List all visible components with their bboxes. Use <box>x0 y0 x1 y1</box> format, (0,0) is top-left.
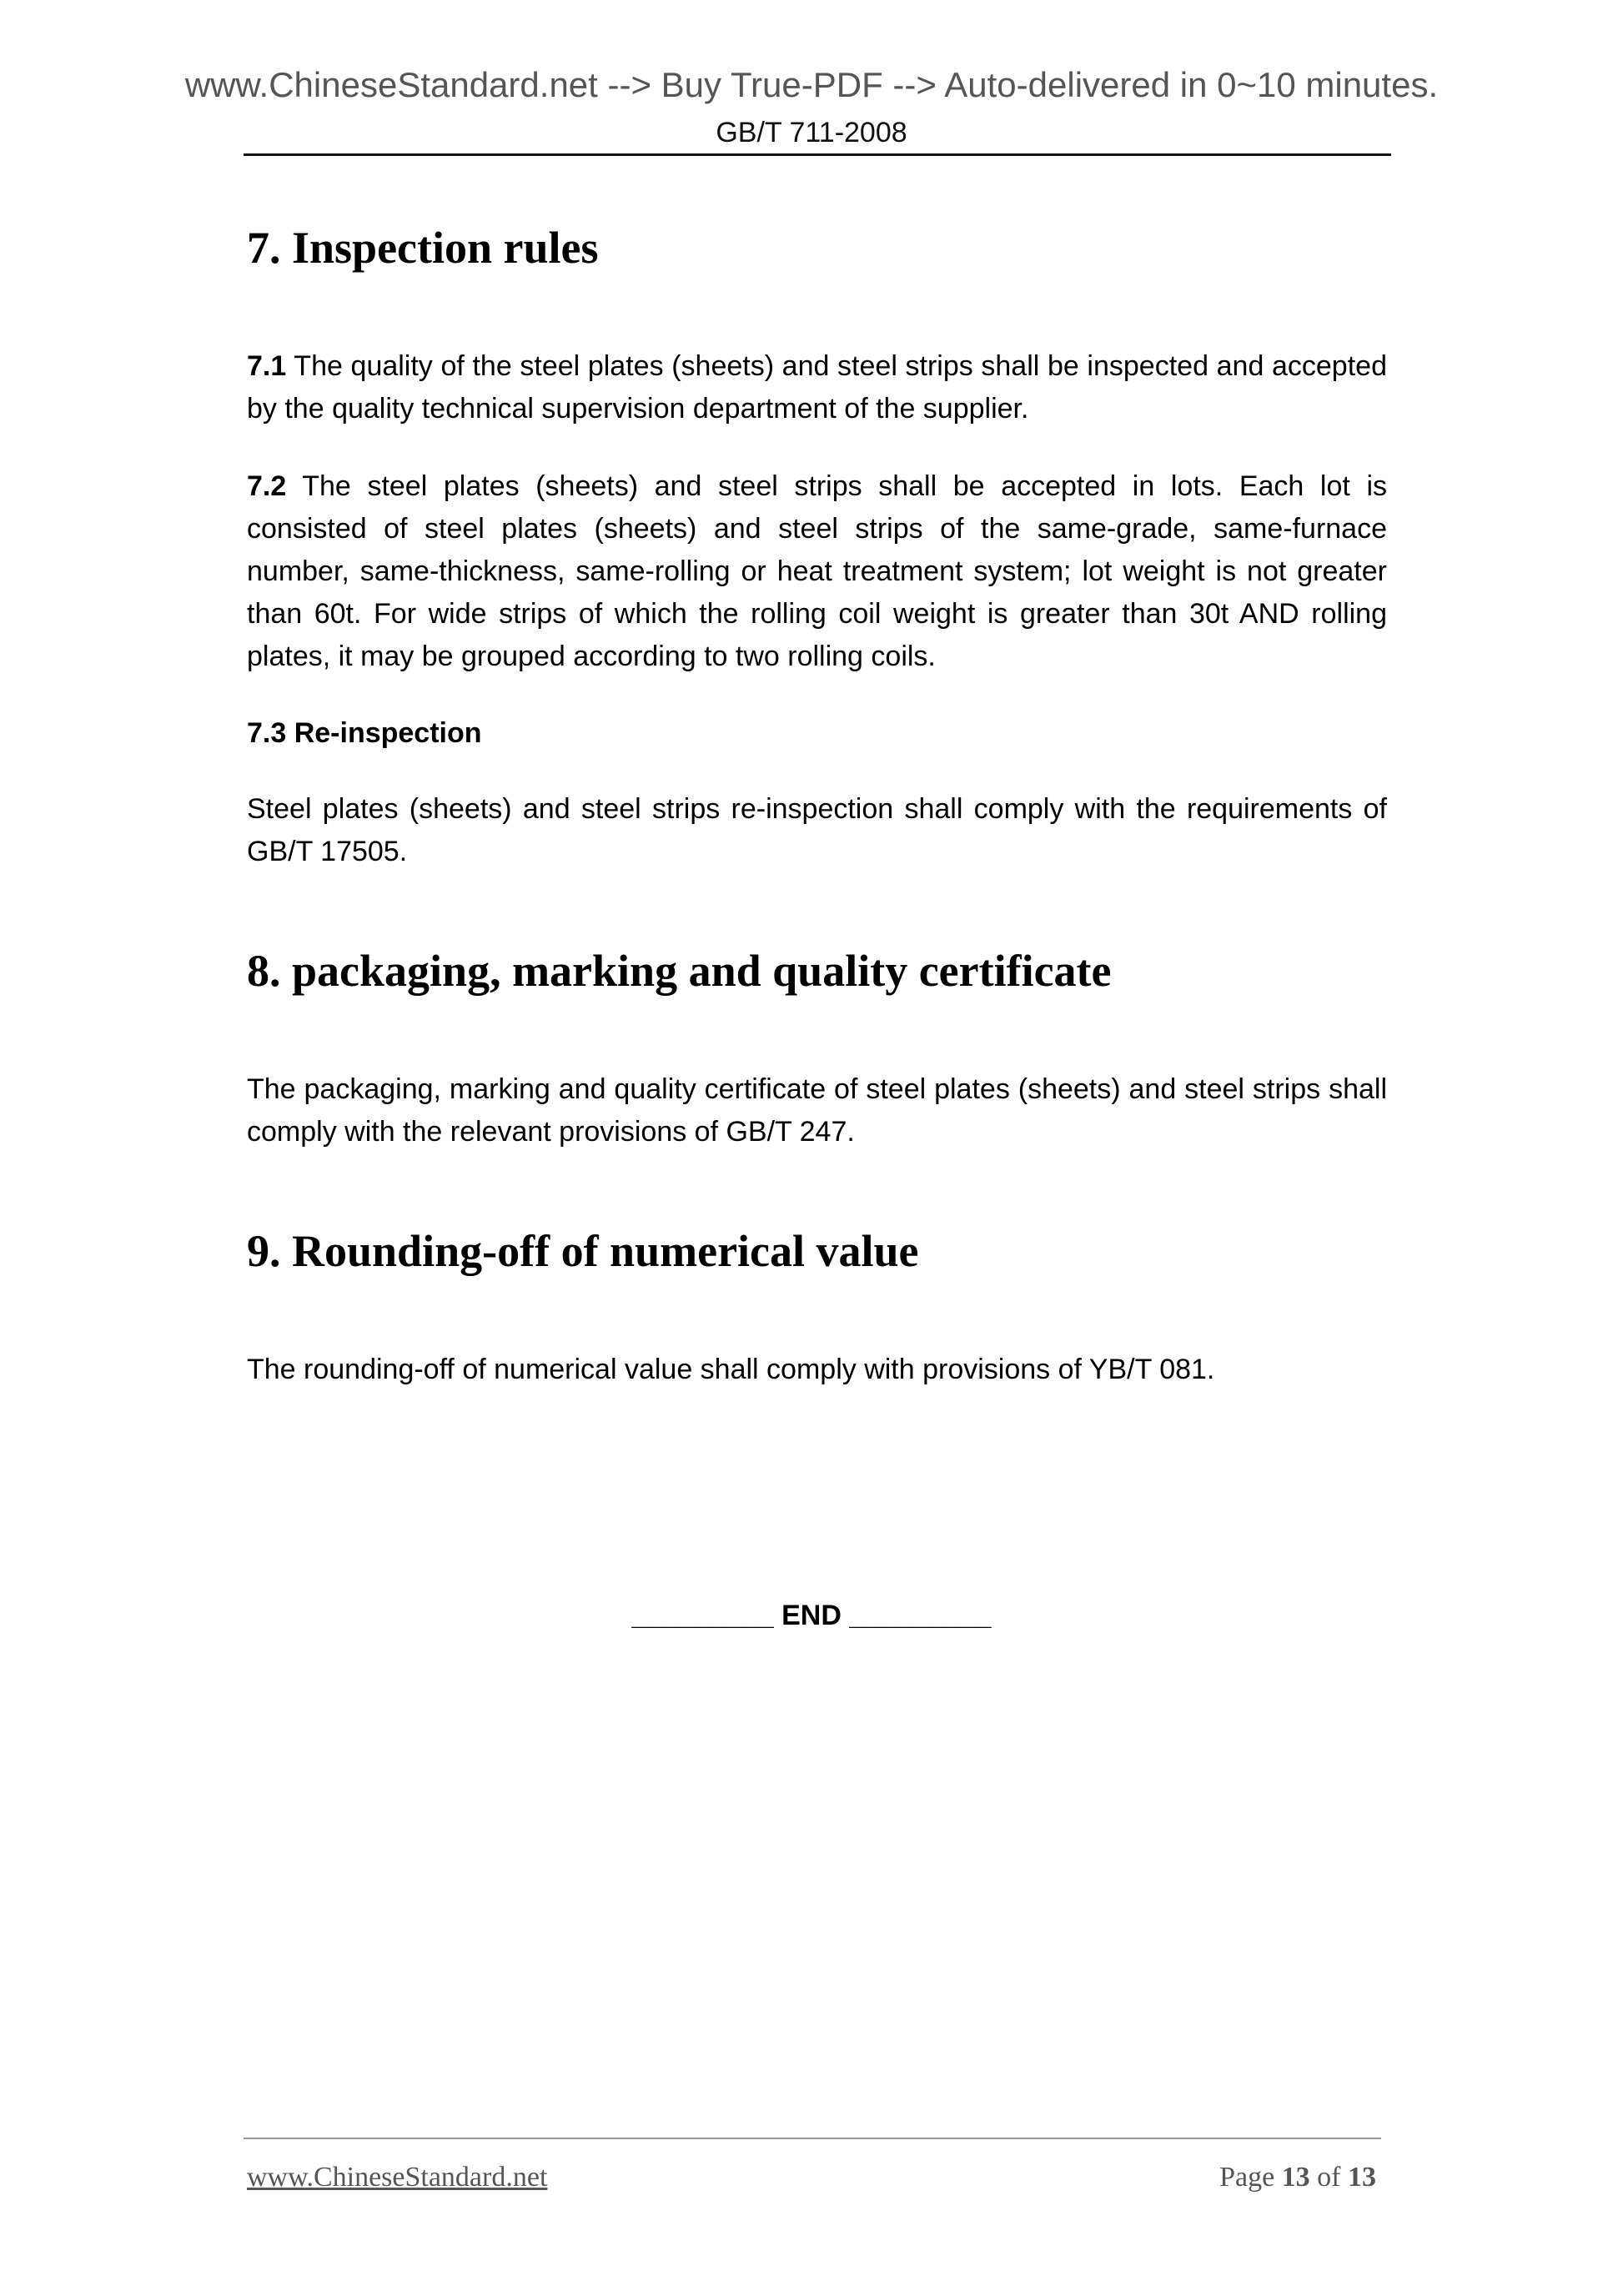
section-7-heading: 7. Inspection rules <box>247 223 599 273</box>
page-of: of <box>1309 2162 1348 2193</box>
clause-7-2 <box>247 465 1387 678</box>
page-total: 13 <box>1348 2162 1376 2193</box>
section-9-text: The rounding-off of numerical value shall comply with provisions of YB/T 081. <box>247 1354 1215 1385</box>
page-current: 13 <box>1281 2162 1310 2193</box>
header-divider <box>244 153 1391 156</box>
clause-text: The quality of the steel plates (sheets) and steel strips shall be inspected and accepted by the quality technical supervision department of the supplier. <box>247 350 1387 425</box>
clause-7-1 <box>247 345 1387 430</box>
footer-website-link[interactable]: www.ChineseStandard.net <box>247 2162 548 2193</box>
header-banner: www.ChineseStandard.net --> Buy True-PDF --> Auto-delivered in 0~10 minutes. <box>184 65 1439 104</box>
page-label: Page <box>1219 2162 1282 2193</box>
clause-number: 7.2 <box>247 470 287 502</box>
footer-divider <box>244 2138 1381 2139</box>
standard-number: GB/T 711-2008 <box>716 117 907 148</box>
clause-7-3-text: Steel plates (sheets) and steel strips re-inspection shall comply with the requirements of GB/T 17505. <box>247 793 1387 867</box>
clause-text: The steel plates (sheets) and steel strips shall be accepted in lots. Each lot is consisted of steel plates (sheets) and steel strips of the same-grade, same-furnace number, same-thickness, same-rolling or heat treatment system; lot weight is not greater than 60t. For wide strips of which the rolling coil weight is greater than 30t AND rolling plates, it may be grouped according to two rolling coils. <box>247 470 1387 672</box>
clause-7-3-heading: 7.3 Re-inspection <box>247 717 482 749</box>
end-marker: _________ END _________ <box>631 1600 992 1631</box>
section-8-heading: 8. packaging, marking and quality certificate <box>247 946 1112 996</box>
footer-left <box>247 2162 547 2193</box>
page-indicator <box>1219 2162 1376 2193</box>
section-9-heading: 9. Rounding-off of numerical value <box>247 1226 919 1276</box>
clause-number: 7.1 <box>247 350 287 382</box>
section-8-text: The packaging, marking and quality certificate of steel plates (sheets) and steel strips shall comply with the relevant provisions of GB/T 247. <box>247 1073 1387 1148</box>
